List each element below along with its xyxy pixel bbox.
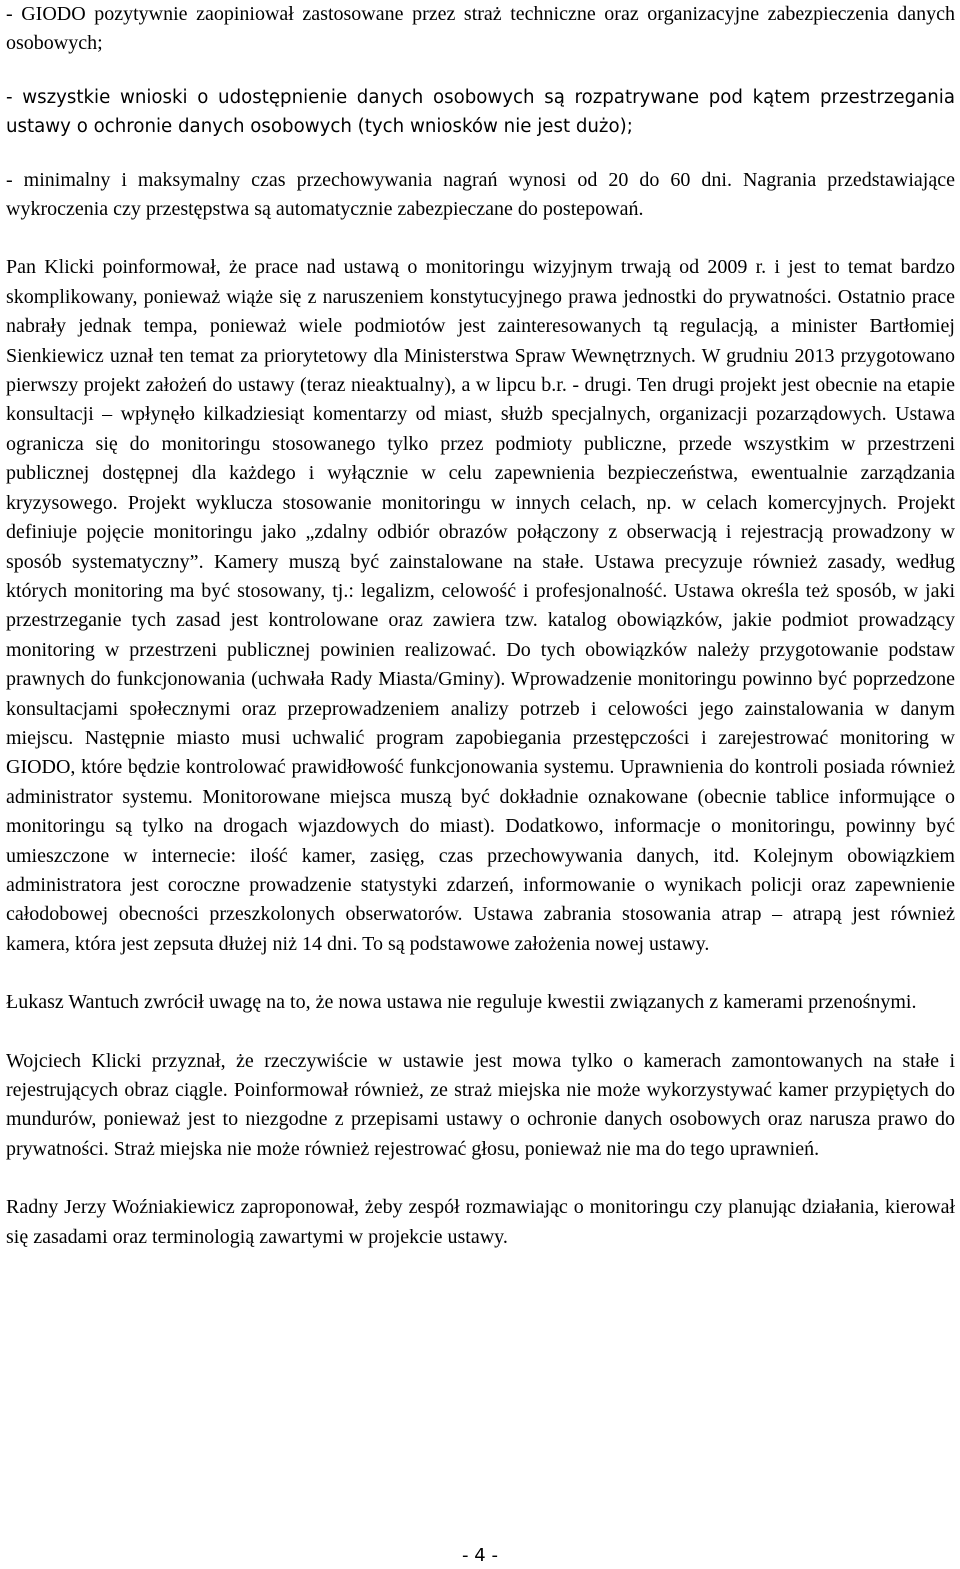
paragraph-wantuch: Łukasz Wantuch zwrócił uwagę na to, że nowa ustawa nie reguluje kwestii związanych z kamerami przenośnymi. <box>6 991 917 1014</box>
paragraph-klicki-report: Pan Klicki poinformował, że prace nad ustawą o monitoringu wizyjnym trwają od 2009 r. i jest to temat bardzo skomplikowany, ponieważ wiąże się z naruszeniem konstytucyjnego prawa jednostki do prywatności. Ostatnio prace nabrały jednak tempa, ponieważ wiele podmiotów jest zainteresowanych tą regulacją, a minister Bartłomiej Sienkiewicz uznał ten temat za priorytetowy dla Ministerstwa Spraw Wewnętrznych. W grudniu 2013 przygotowano pierwszy projekt założeń do ustawy (teraz nieaktualny), a w lipcu b.r. - drugi. Ten drugi projekt jest obecnie na etapie konsultacji – wpłynęło kilkadziesiąt komentarzy od miast, służb specjalnych, organizacji pozarządowych. Ustawa ogranicza się do monitoringu stosowanego tylko przez podmioty publiczne, przede wszystkim w przestrzeni publicznej dostępnej dla każdego i wyłącznie w celu zapewnienia bezpieczeństwa, ewentualnie zarządzania kryzysowego. Projekt wyklucza stosowanie monitoringu w innych celach, np. w celach komercyjnych. Projekt definiuje pojęcie monitoringu jako „zdalny odbiór obrazów połączony z obserwacją i rejestracją prowadzony w sposób systematyczny”. Kamery muszą być zainstalowane na stałe. Ustawa precyzuje również zasady, według których monitoring ma być stosowany, tj.: legalizm, celowość i profesjonalność. Ustawa określa też sposób, w jaki przestrzeganie tych zasad jest kontrolowane oraz zawiera tzw. katalog obowiązków, jakie podmiot prowadzący monitoring w przestrzeni publicznej powinien realizować. Do tych obowiązków należy przygotowanie podstaw prawnych do funkcjonowania (uchwała Rady Miasta/Gminy). Wprowadzenie monitoringu powinno być poprzedzone konsultacjami społecznymi oraz przeprowadzeniem analizy potrzeb i celowości jego zainstalowania w danym miejscu. Następnie miasto musi uchwalić program zapobiegania przestępczości i zarejestrować monitoring w GIODO, które będzie kontrolować prawidłowość funkcjonowania systemu. Uprawnienia do kontroli posiada również administrator systemu. Monitorowane miejsca muszą być dokładnie oznakowane (obecnie tablice informujące o monitoringu są tylko na drogach wjazdowych do miast). Dodatkowo, informacje o monitoringu, powinny być umieszczone w internecie: ilość kamer, zasięg, czas przechowywania danych, itd. Kolejnym obowiązkiem administratora jest coroczne prowadzenie statystyki zdarzeń, informowanie o wynikach policji oraz zapewnienie całodobowej obecności przeszkolonych obserwatorów. Ustawa zabrania stosowania atrap – atrapą jest również kamera, która jest zepsuta dłużej niż 14 dni. To są podstawowe założenia nowej ustawy. <box>6 256 955 955</box>
page-number: - 4 - <box>462 1545 498 1566</box>
paragraph-requests: - wszystkie wnioski o udostępnienie danych osobowych są rozpatrywane pod kątem przestrzegania ustawy o ochronie danych osobowych (tych wniosków nie jest dużo); <box>6 86 955 138</box>
paragraph-giodo-opinion: - GIODO pozytywnie zaopiniował zastosowane przez straż techniczne oraz organizacyjne zabezpieczenia danych osobowych; <box>6 3 955 55</box>
paragraph-wozniakiewicz: Radny Jerzy Woźniakiewicz zaproponował, żeby zespół rozmawiając o monitoringu czy planując działania, kierował się zasadami oraz terminologią zawartymi w projekcie ustawy. <box>6 1196 955 1248</box>
document-page <box>6 0 955 1252</box>
paragraph-retention: - minimalny i maksymalny czas przechowywania nagrań wynosi od 20 do 60 dni. Nagrania przedstawiające wykroczenia czy przestępstwa są automatycznie zabezpieczane do postepowań. <box>6 168 955 221</box>
paragraph-klicki-reply: Wojciech Klicki przyznał, że rzeczywiście w ustawie jest mowa tylko o kamerach zamontowanych na stałe i rejestrujących obraz ciągle. Poinformował również, ze straż miejska nie może wykorzystywać kamer przypiętych do mundurów, ponieważ jest to niezgodne z przepisami ustawy o ochronie danych osobowych oraz narusza prawo do prywatności. Straż miejska nie może również rejestrować głosu, ponieważ nie ma do tego uprawnień. <box>6 1049 955 1160</box>
